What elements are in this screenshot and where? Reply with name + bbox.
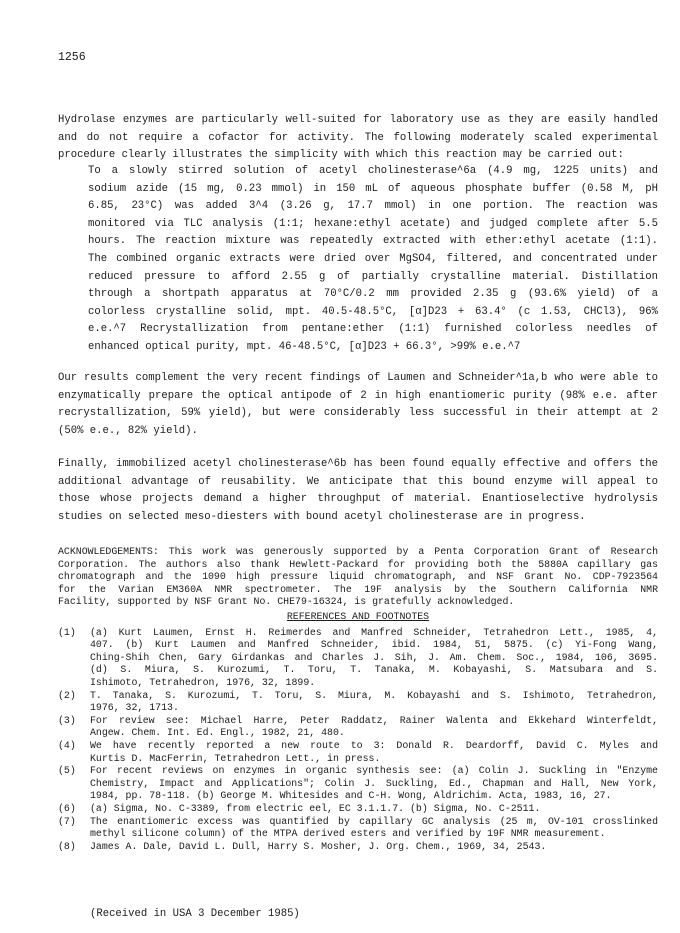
text-line: The enantiomeric excess was quantified by capillary GC analysis (25 m, OV-101 crosslinked [90, 815, 658, 827]
text-line: recrystallization, 59% yield), but were considerably less successful in their attempt at 2 [58, 407, 658, 420]
text-line: Ishimoto, Tetrahedron, 1976, 32, 1899. [90, 676, 316, 688]
text-line: Chemistry, Impact and Applications"; Colin J. Suckling, Ed., Chapman and Hall, New York, [90, 777, 658, 789]
text-line: additional advantage of reusability. We anticipate that this bound enzyme will appeal to [58, 475, 658, 488]
reference-item [58, 740, 658, 765]
text-line: (a) Sigma, No. C-3389, from electric eel, EC 3.1.1.7. (b) Sigma, No. C-2511. [90, 802, 541, 814]
text-line: through a shortpath apparatus at 70°C/0.2 mm provided 2.35 g (93.6% yield) of a [88, 288, 658, 301]
text-line: For review see: Michael Harre, Peter Raddatz, Rainer Walenta and Ekkehard Winterfeldt, [90, 714, 658, 726]
experimental-procedure [58, 163, 658, 357]
reference-item [58, 841, 658, 854]
text-line: enzymatically prepare the optical antipode of 2 in high enantiomeric purity (98% e.e. after [58, 389, 658, 402]
intro-paragraph [58, 112, 658, 165]
text-line: chromatograph and the 1090 high pressure liquid chromatograph, and NSF Grant No. CDP-7923564 [58, 571, 658, 583]
text-line: hours. The reaction mixture was repeatedly extracted with ether:ethyl acetate (1:1). [88, 235, 658, 248]
reference-number: (1) [58, 626, 76, 638]
text-line: reduced pressure to afford 2.55 g of partially crystalline material. Distillation [88, 270, 658, 283]
text-line: e.e.^7 Recrystallization from pentane:ether (1:1) furnished colorless needles of [88, 323, 658, 336]
text-line: To a slowly stirred solution of acetyl cholinesterase^6a (4.9 mg, 1225 units) and [88, 165, 658, 177]
received-date: (Received in USA 3 December 1985) [90, 908, 300, 920]
acknowledgements [58, 546, 658, 609]
text-line: 1984, pp. 78-118. (b) George M. Whitesides and C-H. Wong, Aldrichim. Acta, 1983, 16, 27. [90, 790, 612, 802]
results-paragraph [58, 370, 658, 440]
text-line: Angew. Chem. Int. Ed. Engl., 1982, 21, 480. [90, 727, 345, 739]
text-line: Ching-Shih Chen, Gary Girdankas and Charles J. Sih, J. Am. Chem. Soc., 1984, 106, 3695. [90, 651, 658, 663]
text-line: (d) S. Miura, S. Kurozumi, T. Toru, T. Tanaka, M. Kobayashi, S. Matsubara and S. [90, 664, 658, 676]
text-line: procedure clearly illustrates the simplicity with which this reaction may be carried out: [58, 149, 624, 162]
text-line: enhanced optical purity, mpt. 46-48.5°C, [α]D23 + 66.3°, >99% e.e.^7 [88, 340, 521, 353]
text-line: studies on selected meso-diesters with bound acetyl cholinesterase are in progress. [58, 510, 586, 523]
reference-number: (4) [58, 739, 76, 751]
reference-number: (2) [58, 689, 76, 701]
text-line: 407. (b) Kurt Laumen and Manfred Schneider, ibid. 1984, 51, 5875. (c) Yi-Fong Wang, [90, 639, 658, 651]
references [58, 611, 658, 853]
reference-item [58, 765, 658, 803]
text-line: and do not require a cofactor for activity. The following moderately scaled experimental [58, 131, 658, 144]
reference-item [58, 690, 658, 715]
text-line: 6.85, 23°C) was added 3^4 (3.26 g, 17.7 mmol) in one portion. The reaction was [88, 200, 658, 213]
text-line: 1976, 32, 1713. [90, 702, 179, 714]
text-line: (50% e.e., 82% yield). [58, 424, 198, 437]
references-heading: REFERENCES AND FOOTNOTES [286, 611, 430, 622]
text-line: methyl silicone column) of the MTPA derived esters and verified by 19F NMR measurement. [90, 828, 606, 840]
text-line: We have recently reported a new route to 3: Donald R. Deardorff, David C. Myles and [90, 739, 658, 751]
text-line: ACKNOWLEDGEMENTS: This work was generously supported by a Penta Corporation Grant of Research [58, 546, 658, 557]
page-number: 1256 [58, 51, 86, 64]
text-line: James A. Dale, David L. Dull, Harry S. Mosher, J. Org. Chem., 1969, 34, 2543. [90, 840, 547, 852]
text-line: colorless crystalline solid, mpt. 40.5-48.5°C, [α]D23 + 63.4° (c 1.53, CHCl3), 96% [88, 305, 658, 318]
text-line: Hydrolase enzymes are particularly well-suited for laboratory use as they are easily handled [58, 114, 658, 126]
reference-number: (5) [58, 765, 76, 777]
reference-item [58, 627, 658, 690]
text-line: those whose projects demand a higher throughput of material. Enantioselective hydrolysis [58, 493, 658, 506]
reference-number: (3) [58, 714, 76, 726]
text-line: Finally, immobilized acetyl cholinesterase^6b has been found equally effective and offers the [58, 458, 658, 470]
text-line: sodium azide (15 mg, 0.23 mmol) in 150 mL of aqueous phosphate buffer (0.58 M, pH [88, 182, 658, 195]
text-line: The combined organic extracts were dried over MgSO4, filtered, and concentrated under [88, 252, 658, 265]
text-line: Facility, supported by NSF Grant No. CHE79-16324, is gratefully acknowledged. [58, 596, 515, 608]
text-line: Our results complement the very recent findings of Laumen and Schneider^1a,b who were able to [58, 372, 658, 384]
reference-number: (8) [58, 840, 76, 852]
text-line: Corporation. The authors also thank Hewlett-Packard for providing both the 5880A capillary gas [58, 558, 658, 570]
reference-item [58, 803, 658, 816]
reference-number: (6) [58, 802, 76, 814]
reference-item [58, 816, 658, 841]
text-line: (a) Kurt Laumen, Ernst H. Reimerdes and Manfred Schneider, Tetrahedron Lett., 1985, 4, [90, 626, 658, 638]
text-line: T. Tanaka, S. Kurozumi, T. Toru, S. Miura, M. Kobayashi and S. Ishimoto, Tetrahedron, [90, 689, 658, 701]
text-line: For recent reviews on enzymes in organic synthesis see: (a) Colin J. Suckling in "Enzyme [90, 765, 658, 777]
reference-item [58, 715, 658, 740]
immobilized-enzyme-paragraph [58, 456, 658, 526]
text-line: monitored via TLC analysis (1:1; hexane:ethyl acetate) and judged complete after 5.5 [88, 217, 658, 230]
text-line: Kurtis D. MacFerrin, Tetrahedron Lett., in press. [90, 752, 381, 764]
text-line: for the Varian EM360A NMR spectrometer. The 19F analysis by the Southern California NMR [58, 583, 658, 595]
reference-number: (7) [58, 815, 76, 827]
